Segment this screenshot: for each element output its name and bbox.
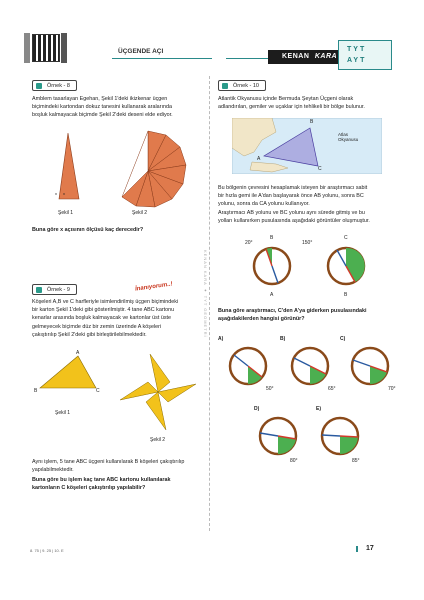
map-vertex-a: A	[257, 156, 261, 162]
option-e-letter[interactable]: E)	[316, 406, 321, 412]
option-b-angle: 65°	[328, 386, 336, 392]
brand-bar	[268, 50, 342, 64]
compass2-c-label: C	[344, 235, 348, 241]
compass-ab	[254, 248, 290, 284]
ex10-line: adlandırılan, gemiler ve uçaklar için tehlikeli bir bölge bulunur.	[218, 104, 365, 111]
ex10-line: Atlantik Okyanusu içinde Bermuda Şeytan Üçgeni olarak	[218, 96, 354, 102]
ex10-line: yolları kullanırken pusulasında aşağıdaki görüntüler oluşmuştur.	[218, 217, 370, 224]
example-9-question	[32, 476, 204, 492]
ex10-line: bir hızla gemi ile A'dan başlayarak önce AB yolunu, sonra BC	[218, 193, 364, 200]
map-vertex-b: B	[310, 119, 314, 125]
ex9-line: bir karton Şekil 1'deki gibi gösterilmiştir. 4 tane ABC kartonu	[32, 307, 175, 314]
tag-marker-icon	[222, 83, 228, 89]
section-title: ÜÇGENDE AÇI	[118, 48, 164, 55]
ex10-question-line: aşağıdakilerden hangisi görünür?	[218, 316, 305, 323]
column-divider	[209, 76, 210, 531]
tyt-label: TYT	[347, 46, 367, 53]
example-8-question: Buna göre x açısının ölçüsü kaç derecedir?	[32, 227, 144, 233]
answer-key: 8. 75 | 9. 25 | 10. E	[30, 548, 64, 553]
compass-bc	[328, 248, 365, 284]
ex9-line: yapılabilmektedir.	[32, 467, 74, 474]
fan-pattern	[122, 131, 186, 207]
vertex-a-label: A	[76, 350, 80, 356]
compass2-b-label: B	[344, 292, 348, 298]
page-number-marker	[356, 546, 362, 552]
option-d-letter[interactable]: D)	[254, 406, 260, 412]
option-a-angle: 50°	[266, 386, 274, 392]
compass1-b-label: B	[270, 235, 274, 241]
option-e-compass[interactable]	[322, 418, 358, 454]
angle-x-label-1: x	[55, 191, 57, 196]
ex9-line: kenarlar arasında boşluk kalmayacak ve kartonlar üst üste	[32, 315, 172, 322]
example-9-text	[32, 298, 204, 339]
isosceles-triangle	[59, 133, 79, 199]
option-b-compass[interactable]	[292, 348, 328, 384]
ex9-line: Köşeleri A,B ve C harfleriyle isimlendirilmiş üçgen biçimindeki	[32, 299, 179, 305]
option-d-compass[interactable]	[260, 418, 296, 454]
bermuda-map	[232, 118, 382, 174]
side-vertical-text: KENAN KARA ● TYT GEOMETRİ	[203, 250, 208, 338]
example-10-text	[218, 95, 398, 111]
vertex-c-label: C	[96, 388, 100, 394]
map-ocean-label	[338, 132, 358, 142]
ex10-line: Araştırmacı AB yolunu ve BC yolunu aynı sürede gitmiş ve bu	[218, 209, 365, 216]
figure-1-caption: Şekil 1	[58, 210, 74, 216]
page-number: 17	[366, 545, 374, 552]
example-8-figures	[30, 125, 205, 220]
ex8-line: biçimindeki kartondan dokuz tanesini kullanarak aralarında	[32, 104, 172, 111]
ex9-question-line: kartonların C köşeleri çakıştırılıp yapılabilir?	[32, 485, 146, 492]
qr-code[interactable]	[32, 34, 60, 62]
pinwheel-pattern	[120, 354, 196, 430]
ex8-line: Amblem tasarlayan Egehan, Şekil 1'deki ikizkenar üçgen	[32, 96, 168, 102]
figure-2-caption: Şekil 2	[150, 437, 166, 443]
ocean-line: Atlas	[338, 132, 349, 137]
example-8-text	[32, 95, 202, 120]
header-rule-right	[226, 58, 268, 59]
ex10-line: Bu bölgenin çevresini hesaplamak isteyen bir araştırmacı sabit	[218, 185, 368, 191]
ocean-line: Okyanusu	[338, 137, 359, 142]
brand-kara: KARA	[314, 53, 338, 60]
qr-side-strip	[24, 33, 30, 63]
example-8-tag	[32, 80, 77, 91]
ex9-line: gelmeyecek biçimde düz bir zemin üzerinde A köşeleri	[32, 323, 162, 330]
option-a-compass[interactable]	[230, 348, 266, 384]
option-c-angle: 70°	[388, 386, 396, 392]
ex9-line: Aynı işlem, 5 tane ABC üçgeni kullanılarak B köşeleri çakıştırılıp	[32, 459, 185, 465]
example-9-figures	[30, 344, 205, 439]
ayt-label: AYT	[347, 57, 367, 64]
handwritten-note: İnanıyorum..!	[134, 281, 173, 293]
option-e-angle: 85°	[352, 458, 360, 464]
ex9-line: çakıştırılıp Şekil 2'deki gibi birleştirilebilmektedir.	[32, 331, 147, 338]
option-c-letter[interactable]: C)	[340, 336, 346, 342]
example-9-tag-text: Örnek - 9	[47, 286, 70, 293]
figure-1-caption: Şekil 1	[55, 410, 71, 416]
ex8-line: boşluk kalmayacak biçimde Şekil 2'deki deseni elde ediyor.	[32, 112, 173, 119]
qr-label-strip	[61, 33, 67, 63]
angle-x-label-2: x	[63, 191, 65, 196]
option-compasses	[218, 336, 402, 472]
ex10-question-line: Buna göre araştırmacı, C'den A'ya giderken pusulasındaki	[218, 308, 367, 314]
example-10-tag	[218, 80, 266, 91]
tyt-logo	[338, 40, 392, 70]
header-rule	[112, 58, 212, 59]
brand-kenan: KENAN	[282, 53, 310, 60]
vertex-b-label: B	[34, 388, 38, 394]
example-10-text-2	[218, 184, 400, 225]
example-9-text-2	[32, 458, 204, 474]
map-vertex-c: C	[318, 166, 322, 172]
option-b-letter[interactable]: B)	[280, 336, 286, 342]
option-c-compass[interactable]	[352, 348, 388, 384]
ex9-question-line: Buna göre bu işlem kaç tane ABC kartonu kullanılarak	[32, 477, 171, 483]
compass2-angle: 150°	[302, 240, 313, 246]
ex10-line: yolunu, sonra da CA yolunu kullanıyor.	[218, 201, 310, 208]
tag-marker-icon	[36, 287, 42, 293]
example-10-question	[218, 307, 398, 323]
compass1-a-label: A	[270, 292, 274, 298]
example-8-tag-text: Örnek - 8	[47, 82, 70, 89]
tag-marker-icon	[36, 83, 42, 89]
compass1-angle: 20°	[245, 240, 253, 246]
triangle-abc	[40, 356, 96, 388]
example-10-tag-text: Örnek - 10	[233, 82, 259, 89]
option-d-angle: 80°	[290, 458, 298, 464]
option-a-letter[interactable]: A)	[218, 336, 224, 342]
figure-2-caption: Şekil 2	[132, 210, 148, 216]
example-9-tag	[32, 284, 77, 295]
